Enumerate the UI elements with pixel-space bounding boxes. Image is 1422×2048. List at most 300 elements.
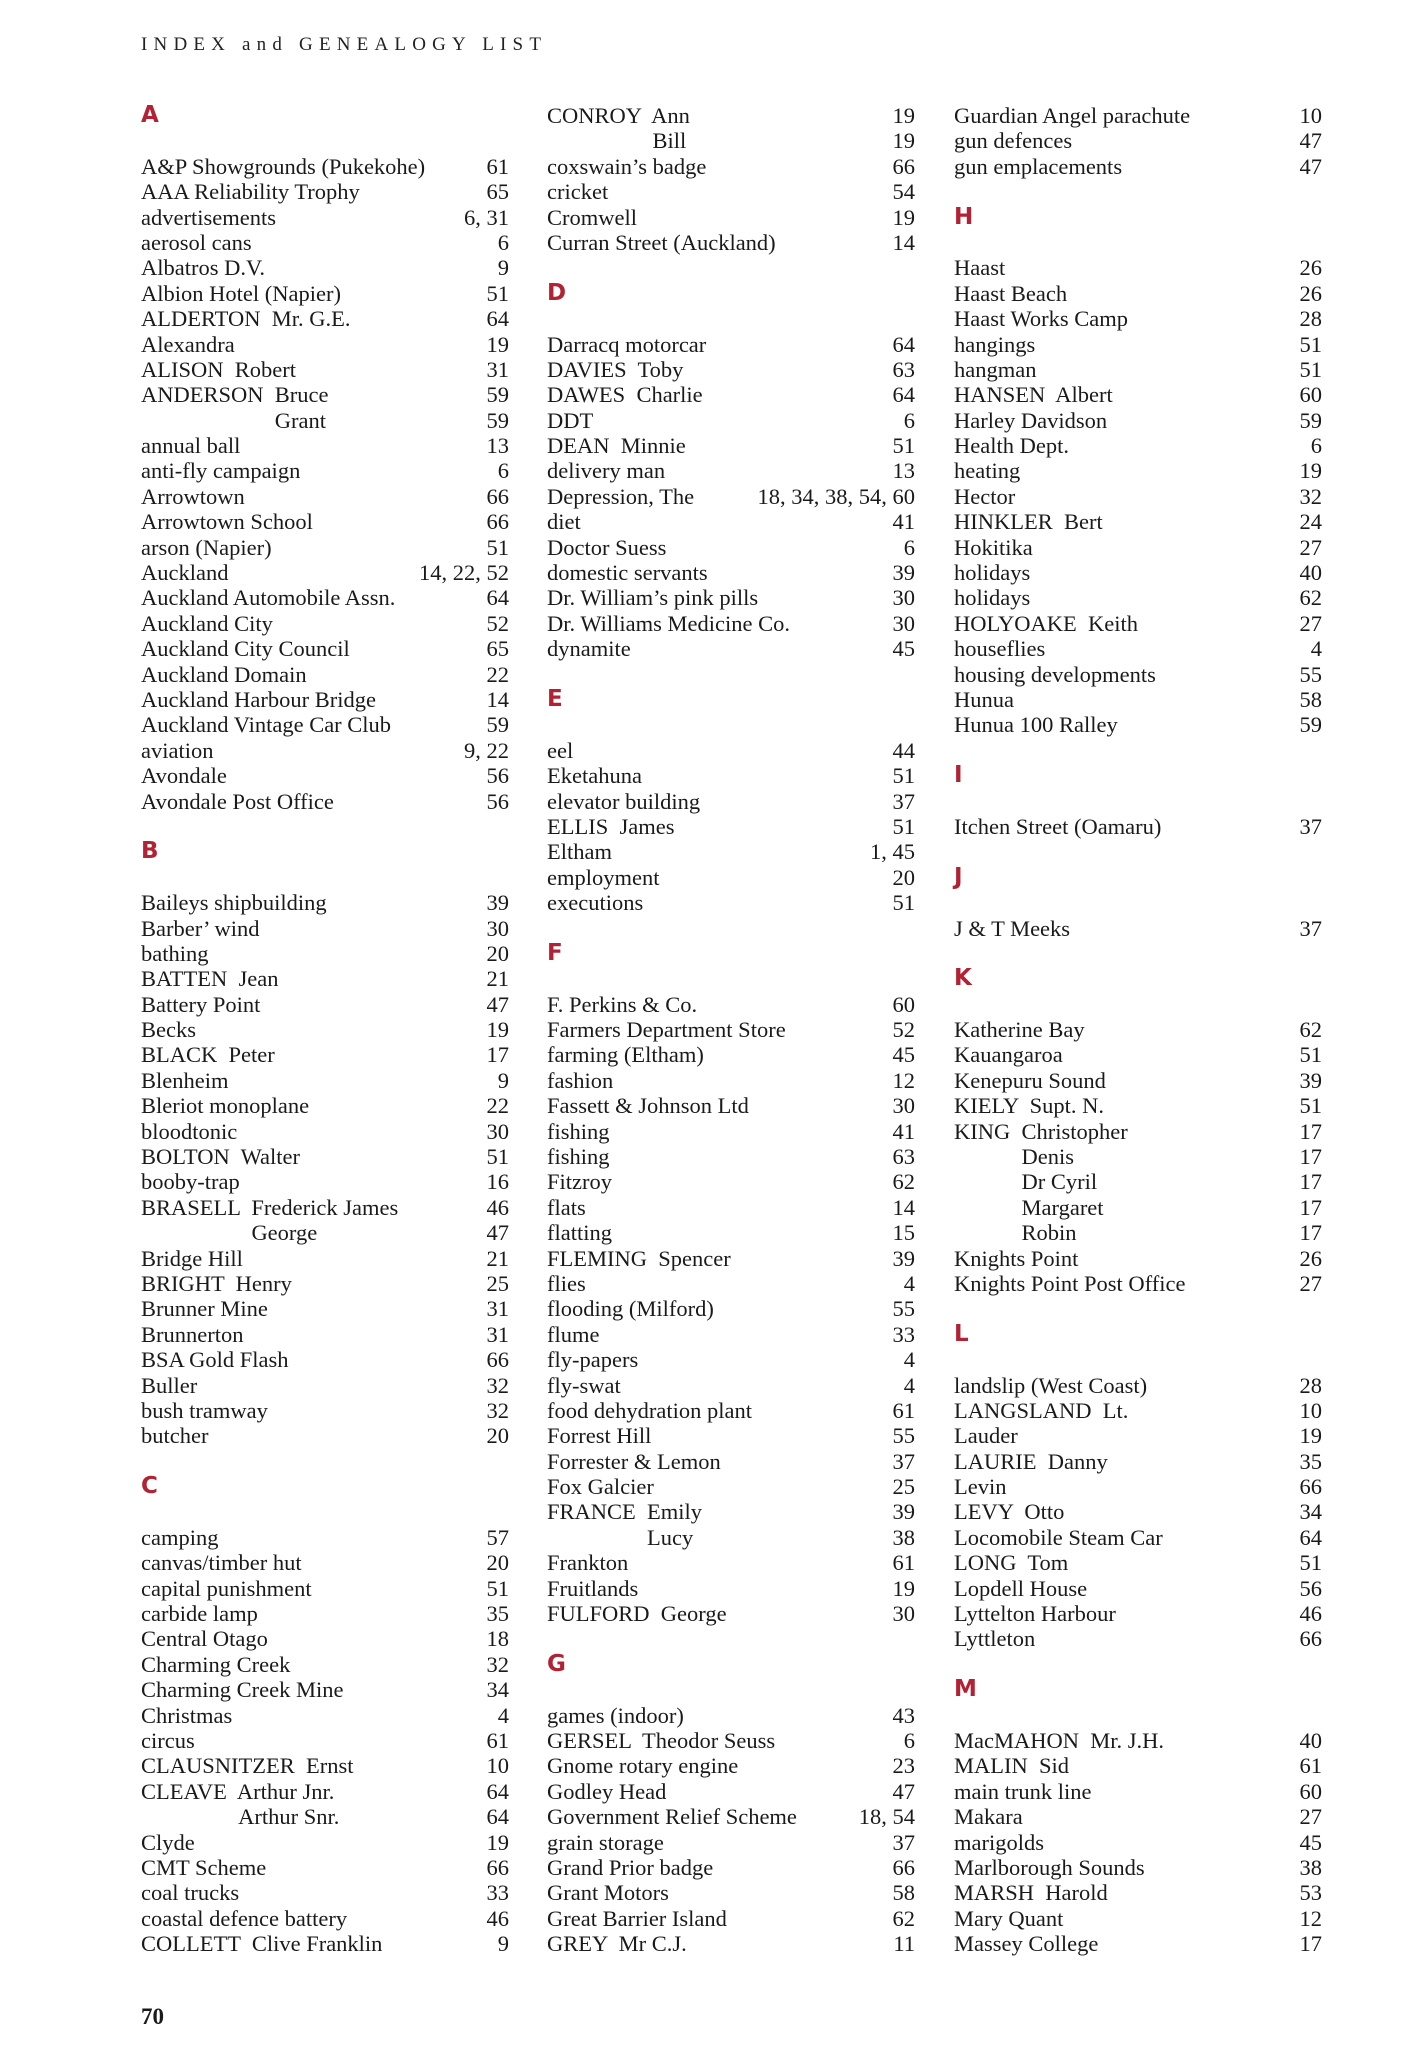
page-references: 31 [486,356,509,382]
page-references: 61 [486,153,509,179]
index-entry [954,1880,1322,1905]
page-references: 32 [1299,483,1322,509]
page-references: 66 [1299,1474,1322,1500]
index-entry [547,1068,915,1093]
index-term: LANGSLAND Lt. [954,1397,1129,1423]
page-references: 20 [486,1550,509,1576]
index-entry [547,890,915,915]
index-entry [141,1423,509,1448]
index-entry [547,1830,915,1855]
page-references: 62 [1299,585,1322,611]
page-references: 17 [1299,1194,1322,1220]
page-references: 55 [892,1423,915,1449]
index-entry [547,154,915,179]
index-term: annual ball [141,433,241,459]
page-references: 21 [486,1245,509,1271]
index-term: landslip (West Coast) [954,1372,1148,1398]
page-references: 46 [1299,1601,1322,1627]
index-term: LAURIE Danny [954,1448,1108,1474]
index-entry [954,1398,1322,1423]
index-entry [547,1499,915,1524]
index-entry [954,1423,1322,1448]
index-entry [141,1804,509,1829]
page-references: 64 [1299,1524,1322,1550]
index-entry [547,509,915,534]
index-entry [954,128,1322,153]
index-entry [954,382,1322,407]
index-term: Great Barrier Island [547,1905,727,1931]
page-references: 62 [1299,1017,1322,1043]
page-references: 18, 54 [858,1804,915,1830]
index-term: Bridge Hill [141,1245,243,1271]
page-references: 9, 22 [464,737,509,763]
index-entry [547,992,915,1017]
index-term: Mary Quant [954,1905,1064,1931]
index-entry [547,128,915,153]
index-entry [141,1576,509,1601]
index-entry [141,433,509,458]
page-references: 55 [892,1296,915,1322]
index-term: flooding (Milford) [547,1296,714,1322]
page-references: 32 [486,1372,509,1398]
index-term: Harley Davidson [954,407,1108,433]
index-term: BRASELL Frederick James [141,1194,399,1220]
page-references: 37 [1299,915,1322,941]
index-entry [954,1804,1322,1829]
index-entry [141,1169,509,1194]
index-section-continued [547,103,915,255]
index-term: heating [954,458,1021,484]
index-term: Health Dept. [954,433,1069,459]
page-references: 14 [892,1194,915,1220]
index-entry [547,1195,915,1220]
index-entry [141,458,509,483]
index-section-f [547,941,915,1627]
page-references: 46 [486,1194,509,1220]
page-references: 62 [892,1905,915,1931]
index-entry [547,1373,915,1398]
index-entry [141,205,509,230]
index-entry [141,662,509,687]
page-references: 27 [1299,1270,1322,1296]
index-term: Haast [954,255,1006,281]
index-entry [954,1119,1322,1144]
page-references: 59 [486,407,509,433]
index-term: food dehydration plant [547,1397,752,1423]
page-references: 19 [892,1575,915,1601]
index-entry [547,1880,915,1905]
index-term: Auckland [141,560,229,586]
index-term: Blenheim [141,1067,229,1093]
page-references: 32 [486,1397,509,1423]
page-references: 58 [892,1880,915,1906]
index-entry [547,1474,915,1499]
page-references: 66 [486,1854,509,1880]
page-references: 46 [486,1905,509,1931]
page-references: 17 [1299,1220,1322,1246]
index-term: Hector [954,483,1016,509]
index-term: Knights Point Post Office [954,1270,1186,1296]
index-term: Grand Prior badge [547,1854,714,1880]
page-references: 51 [892,433,915,459]
page-number: 70 [141,2004,164,2029]
page-references: 27 [1299,534,1322,560]
index-entry [954,1373,1322,1398]
index-term: CLAUSNITZER Ernst [141,1753,354,1779]
page-references: 34 [486,1677,509,1703]
index-term: Lopdell House [954,1575,1088,1601]
index-term: fishing [547,1118,610,1144]
index-term: Locomobile Steam Car [954,1524,1163,1550]
index-entry [141,1652,509,1677]
index-term: hangings [954,331,1036,357]
page-references: 31 [486,1296,509,1322]
page-references: 39 [892,560,915,586]
index-term: fishing [547,1144,610,1170]
page-references: 40 [1299,1728,1322,1753]
index-entry [141,1373,509,1398]
index-entry [547,738,915,763]
index-entry [141,636,509,661]
page-references: 18, 34, 38, 54, 60 [757,483,915,509]
page-references: 55 [1299,661,1322,687]
page-references: 64 [486,306,509,332]
index-entry [141,306,509,331]
page-references: 6 [903,1728,915,1753]
page-references: 60 [1299,1778,1322,1804]
page-references: 26 [1299,255,1322,281]
index-entry [141,1880,509,1905]
index-entry [141,1398,509,1423]
index-entry [547,1525,915,1550]
index-term: Auckland Automobile Assn. [141,585,396,611]
page-references: 39 [892,1245,915,1271]
index-entry [547,1271,915,1296]
index-entry [547,611,915,636]
index-entry [141,1677,509,1702]
index-term: gun defences [954,128,1073,154]
index-term: anti-fly campaign [141,458,301,484]
index-term: BLACK Peter [141,1042,275,1068]
page-references: 51 [486,534,509,560]
index-term: ALISON Robert [141,356,296,382]
page-references: 56 [486,763,509,789]
index-term: Charming Creek [141,1651,291,1677]
index-term: Frankton [547,1550,629,1576]
index-entry [141,1068,509,1093]
index-term: Darracq motorcar [547,331,707,357]
page-references: 52 [892,1017,915,1043]
index-term: Avondale Post Office [141,788,334,814]
page-references: 4 [903,1270,915,1296]
page-references: 51 [892,890,915,916]
section-letter: B [141,838,159,865]
page-references: 19 [892,204,915,230]
page-references: 63 [892,1144,915,1170]
page-references: 30 [486,1118,509,1144]
index-entry [547,1449,915,1474]
index-term: Marlborough Sounds [954,1854,1145,1880]
page-references: 30 [486,915,509,941]
index-entry [954,1449,1322,1474]
page-references: 17 [1299,1144,1322,1170]
index-term: carbide lamp [141,1601,258,1627]
index-term: HANSEN Albert [954,382,1113,408]
index-term: farming (Eltham) [547,1042,704,1068]
page-references: 51 [1299,331,1322,357]
index-entry [141,1601,509,1626]
index-term: aviation [141,737,214,763]
index-entry [547,1169,915,1194]
page-references: 58 [1299,686,1322,712]
index-term: Dr. William’s pink pills [547,585,759,611]
section-letter: D [547,279,567,306]
index-term: Fitzroy [547,1169,612,1195]
index-term: employment [547,864,660,890]
page-references: 45 [892,636,915,662]
page-references: 19 [1299,1423,1322,1449]
page-references: 37 [892,788,915,814]
index-term: MacMAHON Mr. J.H. [954,1728,1164,1753]
index-term: housing developments [954,661,1156,687]
index-entry [141,1195,509,1220]
index-section-continued [954,103,1322,179]
index-term: KING Christopher [954,1118,1128,1144]
index-entry [141,154,509,179]
index-term: Gnome rotary engine [547,1753,739,1779]
page-references: 63 [892,356,915,382]
index-entry [954,458,1322,483]
index-term: Forrest Hill [547,1423,652,1449]
index-entry [547,1296,915,1321]
page-references: 47 [1299,153,1322,179]
page-references: 20 [486,1423,509,1449]
index-entry [954,255,1322,280]
index-term: George [251,1220,318,1246]
index-term: DDT [547,407,594,433]
index-entry [954,814,1322,839]
index-entry [547,1144,915,1169]
index-section-b [141,839,509,1448]
index-entry [954,560,1322,585]
page-references: 13 [892,458,915,484]
page-references: 28 [1299,306,1322,332]
page-references: 12 [892,1067,915,1093]
index-term: F. Perkins & Co. [547,991,698,1017]
page-references: 13 [486,433,509,459]
page-references: 45 [1299,1829,1322,1855]
index-entry [547,205,915,230]
page-references: 4 [903,1347,915,1373]
index-term: Depression, The [547,483,695,509]
page-references: 27 [1299,1804,1322,1830]
page-references: 56 [486,788,509,814]
page-references: 61 [892,1550,915,1576]
index-entry [141,382,509,407]
page-references: 47 [1299,128,1322,154]
index-entry [141,1246,509,1271]
index-entry [547,1220,915,1245]
page-references: 51 [1299,1093,1322,1119]
section-letter: M [954,1676,977,1703]
index-entry [954,1017,1322,1042]
page-references: 17 [1299,1169,1322,1195]
index-term: MARSH Harold [954,1880,1108,1906]
page-references: 4 [1310,636,1322,662]
index-entry [547,789,915,814]
index-entry [547,1753,915,1778]
page-references: 9 [497,1931,509,1957]
index-term: FRANCE Emily [547,1499,703,1525]
index-entry [141,941,509,966]
index-entry [954,1525,1322,1550]
index-term: holidays [954,585,1031,611]
page-references: 11 [893,1931,915,1957]
page-references: 30 [892,1093,915,1119]
index-entry [141,1931,509,1956]
page-references: 23 [892,1753,915,1779]
index-term: circus [141,1728,195,1753]
index-entry [954,1855,1322,1880]
index-term: A&P Showgrounds (Pukekohe) [141,153,426,179]
index-term: Arthur Snr. [238,1804,340,1830]
index-term: fly-papers [547,1347,639,1373]
page-references: 6 [903,534,915,560]
index-term: BSA Gold Flash [141,1347,289,1373]
page-references: 43 [892,1702,915,1728]
index-term: Lauder [954,1423,1018,1449]
index-term: Lyttelton Harbour [954,1601,1116,1627]
index-term: canvas/timber hut [141,1550,302,1576]
index-entry [547,839,915,864]
index-term: Doctor Suess [547,534,667,560]
index-entry [954,1550,1322,1575]
page-references: 19 [486,331,509,357]
page-references: 64 [486,585,509,611]
page-references: 10 [1299,1397,1322,1423]
index-term: houseflies [954,636,1046,662]
index-entry [954,1169,1322,1194]
index-term: Brunnerton [141,1321,244,1347]
index-term: delivery man [547,458,666,484]
index-entry [141,585,509,610]
index-term: Lyttleton [954,1626,1036,1652]
page-references: 54 [892,179,915,205]
index-entry [954,636,1322,661]
index-entry [141,408,509,433]
index-entry [141,738,509,763]
page-references: 47 [486,1220,509,1246]
index-entry [141,1728,509,1753]
section-letter: L [954,1320,969,1347]
section-letter: H [954,203,974,230]
index-term: FLEMING Spencer [547,1245,731,1271]
index-term: Fassett & Johnson Ltd [547,1093,749,1119]
page-references: 66 [486,483,509,509]
page-references: 59 [486,382,509,408]
index-term: cricket [547,179,609,205]
page-references: 44 [892,737,915,763]
index-entry [547,1576,915,1601]
index-entry [954,1499,1322,1524]
page-references: 4 [497,1702,509,1728]
section-letter: A [141,102,159,128]
index-entry [141,1550,509,1575]
index-term: MALIN Sid [954,1753,1070,1779]
section-letter: K [954,965,972,992]
page-references: 19 [486,1017,509,1043]
index-entry [954,332,1322,357]
index-entry [954,1271,1322,1296]
index-section-d [547,281,915,662]
index-entry [141,1525,509,1550]
index-term: coal trucks [141,1880,240,1906]
page-references: 40 [1299,560,1322,586]
index-term: Brunner Mine [141,1296,268,1322]
index-entry [954,1093,1322,1118]
index-term: Barber’ wind [141,915,260,941]
index-term: Fox Galcier [547,1474,654,1500]
index-term: flume [547,1321,600,1347]
page-references: 59 [1299,407,1322,433]
index-entry [547,357,915,382]
index-entry [954,1830,1322,1855]
index-entry [954,306,1322,331]
index-term: fly-swat [547,1372,621,1398]
index-entry [954,1474,1322,1499]
page-references: 38 [1299,1854,1322,1880]
index-entry [141,1144,509,1169]
page-references: 9 [497,255,509,281]
index-entry [547,179,915,204]
index-term: camping [141,1524,219,1550]
page-references: 51 [1299,1550,1322,1576]
index-term: Hunua [954,686,1014,712]
page-references: 37 [892,1829,915,1855]
index-term: Hokitika [954,534,1033,560]
page-references: 37 [1299,813,1322,839]
index-entry [141,281,509,306]
page-references: 41 [892,1118,915,1144]
index-entry [954,1068,1322,1093]
index-term: Cromwell [547,204,637,230]
index-entry [141,1906,509,1931]
page-references: 66 [1299,1626,1322,1652]
index-entry [547,1931,915,1956]
page-references: 28 [1299,1372,1322,1398]
index-entry [547,1804,915,1829]
page-references: 41 [892,509,915,535]
index-term: fashion [547,1067,614,1093]
page-references: 59 [486,712,509,738]
page-references: 6 [497,458,509,484]
index-entry [547,458,915,483]
page-references: 51 [892,763,915,789]
index-term: ALDERTON Mr. G.E. [141,306,351,332]
index-term: Farmers Department Store [547,1017,786,1043]
index-entry [141,255,509,280]
page-references: 56 [1299,1575,1322,1601]
index-entry [547,814,915,839]
page-references: 57 [486,1524,509,1550]
page-references: 1, 45 [870,839,915,865]
page-references: 64 [486,1778,509,1804]
page-references: 9 [497,1067,509,1093]
index-section-a [141,103,509,814]
page-references: 6 [1310,433,1322,459]
index-entry [141,1119,509,1144]
page-references: 60 [892,991,915,1017]
